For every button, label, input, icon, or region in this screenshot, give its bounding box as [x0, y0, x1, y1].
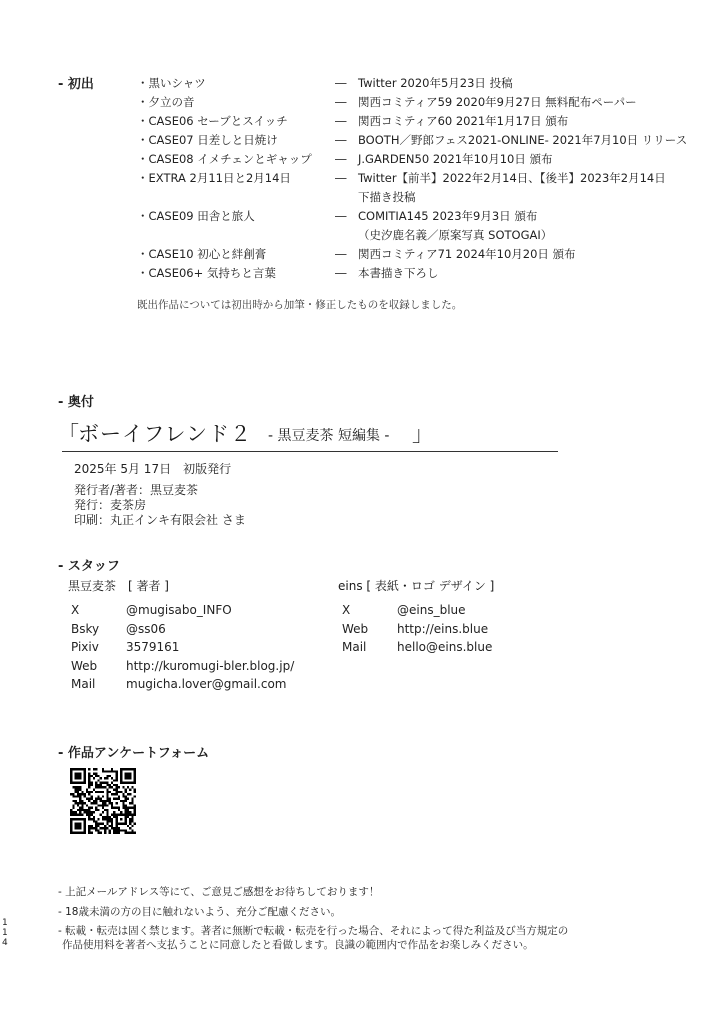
- contact-value[interactable]: @eins_blue: [397, 603, 466, 617]
- dash-separator: ―: [335, 133, 347, 147]
- book-title-open-bracket: 「: [58, 422, 79, 446]
- contact-label: Bsky: [71, 621, 100, 636]
- staff-heading: - スタッフ: [58, 559, 120, 574]
- contact-label: Web: [71, 658, 98, 673]
- dash-separator: ―: [335, 95, 347, 109]
- dash-separator: ―: [335, 171, 347, 185]
- work-title: ・EXTRA 2月11日と2月14日: [137, 171, 291, 185]
- dash-separator: ―: [335, 76, 347, 90]
- dash-separator: ―: [335, 247, 347, 261]
- printer: 印刷：丸正インキ有限会社 さま: [74, 513, 246, 527]
- work-title: ・CASE09 田舎と旅人: [137, 209, 255, 223]
- work-title: ・黒いシャツ: [137, 76, 206, 90]
- contact-label: X: [71, 603, 80, 617]
- footer-note-age: - 18歳未満の方の目に触れないよう、充分ご配慮ください。: [58, 906, 341, 918]
- work-title: ・夕立の音: [137, 95, 195, 109]
- survey-heading: - 作品アンケートフォーム: [58, 746, 210, 761]
- dash-separator: ―: [335, 266, 347, 280]
- contact-value[interactable]: 3579161: [126, 640, 180, 654]
- book-subtitle: - 黒豆麦茶 短編集 -: [268, 428, 390, 444]
- publication-detail: 関西コミティア59 2020年9月27日 無料配布ペーパー: [358, 95, 637, 109]
- first-publication-heading: - 初出: [58, 77, 94, 92]
- contact-value[interactable]: http://kuromugi-bler.blog.jp/: [126, 658, 295, 673]
- book-title: ボーイフレンド２: [78, 422, 253, 446]
- work-title: ・CASE06+ 気持ちと言葉: [137, 266, 276, 280]
- contact-label: Mail: [342, 640, 367, 654]
- work-title: ・CASE08 イメチェンとギャップ: [137, 152, 312, 166]
- contact-label: Web: [342, 621, 369, 636]
- work-title: ・CASE10 初心と絆創膏: [137, 247, 267, 261]
- publication-detail: Twitter【前半】2022年2月14日、【後半】2023年2月14日 下描き投稿: [358, 171, 666, 204]
- footer-note-feedback: - 上記メールアドレス等にて、ご意見ご感想をお待ちしております！: [58, 886, 380, 898]
- first-publication-note: 既出作品については初出時から加筆・修正したものを収録しました。: [137, 299, 463, 311]
- contact-value[interactable]: @mugisabo_INFO: [126, 603, 232, 617]
- work-title: ・CASE07 日差しと日焼け: [137, 133, 278, 147]
- work-title: ・CASE06 セーブとスイッチ: [137, 114, 288, 128]
- issuer: 発行：麦茶房: [74, 498, 147, 512]
- survey-qr-code[interactable]: [70, 768, 136, 834]
- contact-value[interactable]: http://eins.blue: [397, 621, 489, 636]
- book-title-close-bracket: 」: [412, 422, 433, 446]
- dash-separator: ―: [335, 209, 347, 223]
- publication-detail: BOOTH／野郎フェス2021-ONLINE- 2021年7月10日 リリース: [358, 133, 688, 147]
- publication-detail: 関西コミティア71 2024年10月20日 頒布: [358, 247, 576, 261]
- publication-detail: J.GARDEN50 2021年10月10日 頒布: [358, 152, 553, 166]
- publication-detail: 本書描き下ろし: [358, 266, 439, 280]
- contact-value[interactable]: @ss06: [126, 621, 166, 636]
- contact-label: Mail: [71, 677, 96, 691]
- publisher-author: 発行者/著者：黒豆麦茶: [74, 483, 199, 497]
- contact-value[interactable]: hello@eins.blue: [397, 640, 493, 654]
- staff-designer-name: eins [ 表紙・ロゴ デザイン ]: [338, 579, 495, 593]
- publication-detail: 関西コミティア60 2021年1月17日 頒布: [358, 114, 569, 128]
- staff-author-name: 黒豆麦茶 [ 著者 ]: [68, 579, 169, 593]
- dash-separator: ―: [335, 152, 347, 166]
- contact-value[interactable]: mugicha.lover@gmail.com: [126, 677, 287, 691]
- publication-detail: COMITIA145 2023年9月3日 頒布 （史汐鹿名義／原案写真 SOTOGAI）: [358, 209, 553, 242]
- dash-separator: ―: [335, 114, 347, 128]
- page-number: 114: [2, 918, 8, 948]
- first-edition-date: 2025年 5月 17日 初版発行: [74, 462, 232, 476]
- footer-note-copyright-cont: 作品使用料を著者へ支払うことに同意したと看做します。良識の範囲内で作品をお楽しみください。: [62, 939, 534, 951]
- contact-label: X: [342, 603, 351, 617]
- title-underline: [62, 451, 558, 452]
- contact-label: Pixiv: [71, 640, 99, 654]
- footer-note-copyright: - 転載・転売は固く禁じます。著者に無断で転載・転売を行った場合、それによって得た利益及び当方規定の: [58, 925, 569, 937]
- publication-detail: Twitter 2020年5月23日 投稿: [358, 76, 513, 90]
- colophon-heading: - 奥付: [58, 395, 94, 410]
